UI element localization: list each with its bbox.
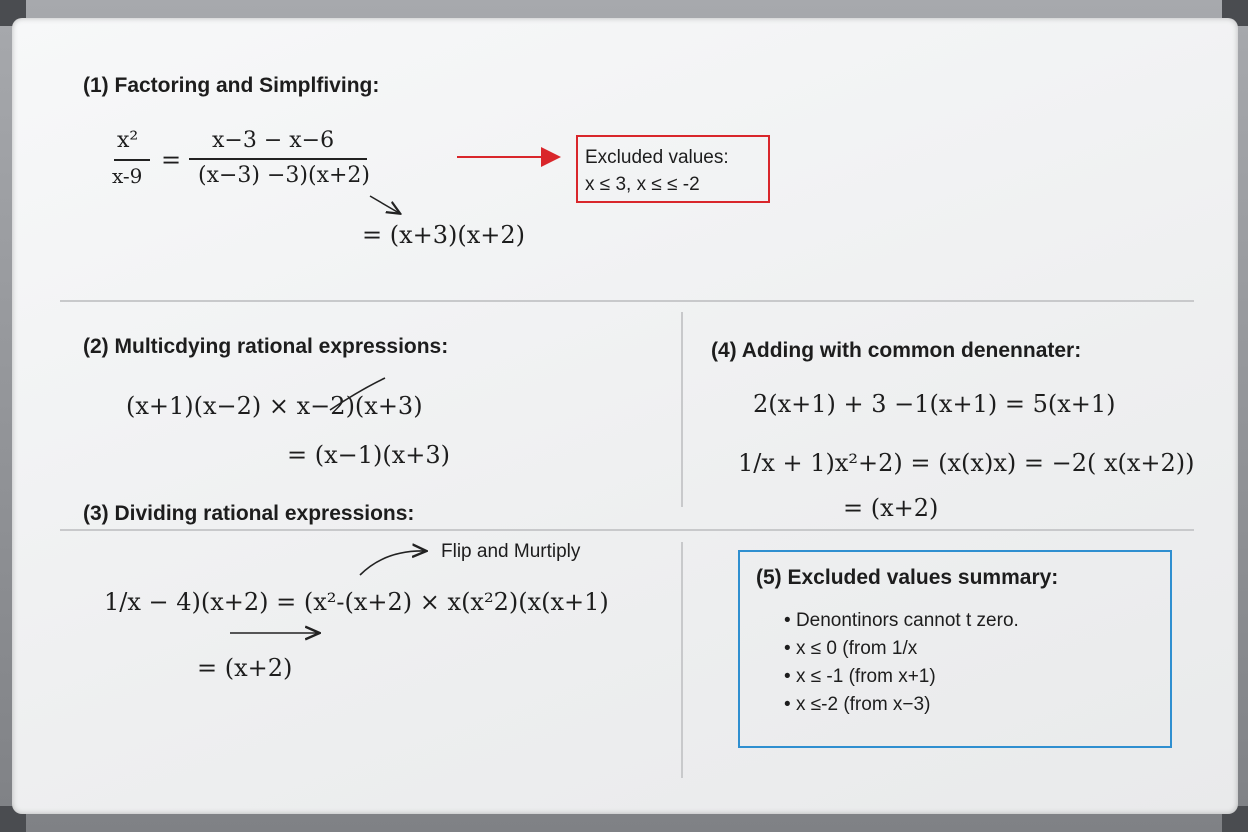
section-1-lhs-denominator: x-9 [112,164,143,188]
section-3-line-2: = (x+2) [197,654,293,682]
summary-bullet: • x ≤ -1 (from x+1) [784,666,936,687]
equals-sign: = [161,146,182,174]
section-4-line-1: 2(x+1) + 3 −1(x+1) = 5(x+1) [753,390,1116,418]
curved-arrow-icon [360,551,425,575]
excluded-values-text: x ≤ 3, x ≤ ≤ -2 [585,174,700,195]
section-3-title: (3) Dividing rational expressions: [83,502,415,525]
section-2-title: (2) Multicdying rational expressions: [83,335,449,358]
section-5-title: (5) Excluded values summary: [756,566,1059,589]
summary-bullet: • x ≤-2 (from x−3) [784,694,931,715]
summary-bullet: • Denontinors cannot t zero. [784,610,1019,631]
flip-and-multiply-note: Flip and Murtiply [441,541,581,562]
section-2-line-1: (x+1)(x−2) × x−2)(x+3) [126,392,423,420]
strike-through-icon [330,378,385,410]
section-3-line-1: 1/x − 4)(x+2) = (x²-(x+2) × x(x²2)(x(x+1) [104,588,609,616]
summary-bullet: • x ≤ 0 (from 1/x [784,638,918,659]
section-1-title: (1) Factoring and Simplfiving: [83,74,380,97]
excluded-values-title: Excluded values: [585,147,729,168]
section-2-line-2: = (x−1)(x+3) [287,441,451,469]
section-1-rhs-numerator: x−3 − x−6 [212,128,335,153]
section-1-result: = (x+3)(x+2) [362,221,526,249]
section-4-line-2: 1/x + 1)x²+2) = (x(x)x) = −2( x(x+2)) [738,449,1195,477]
section-1-lhs-numerator: x² [117,128,139,153]
section-4-line-3: = (x+2) [843,494,939,522]
section-1-rhs-denominator: (x−3) −3)(x+2) [198,163,371,188]
arrow-icon [370,196,399,213]
section-4-title: (4) Adding with common denennater: [711,339,1082,362]
